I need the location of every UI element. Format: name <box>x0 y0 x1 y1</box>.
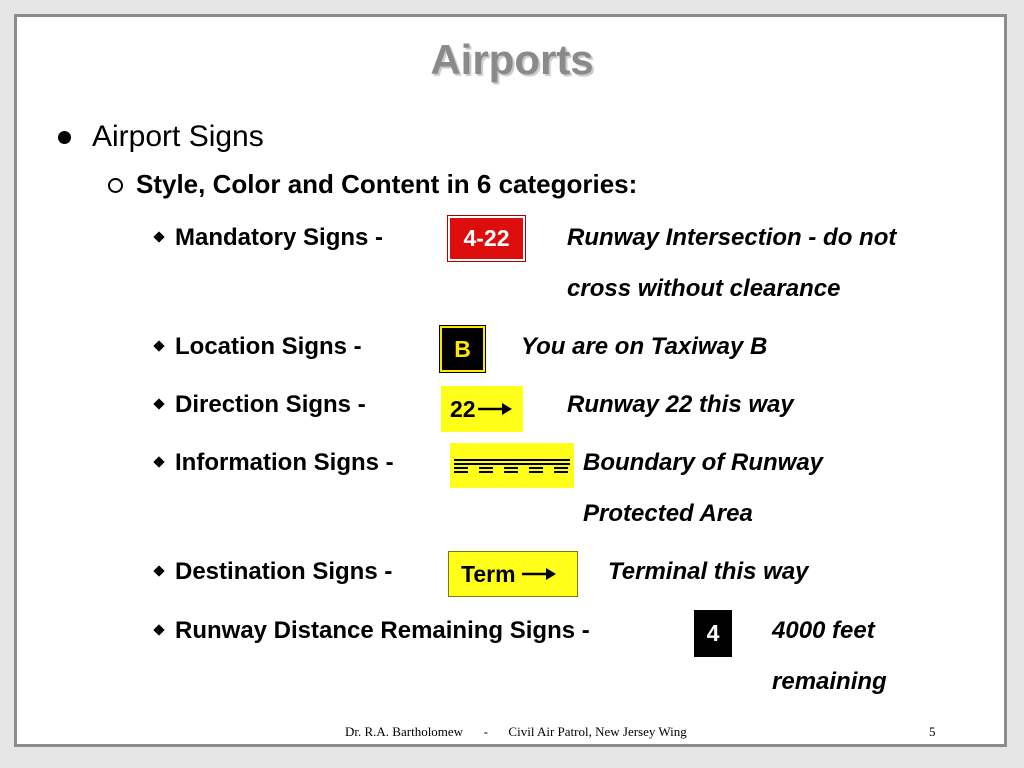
direction-sign <box>441 386 523 432</box>
item-desc-direction: Runway 22 this way <box>567 391 794 418</box>
arrow-right-icon <box>478 402 512 416</box>
information-sign <box>450 443 574 488</box>
item-desc-mandatory-line1: Runway Intersection - do not <box>567 224 897 251</box>
page-number: 5 <box>929 724 936 739</box>
distance-remaining-sign <box>694 610 732 657</box>
slide-title: Airports <box>430 36 594 83</box>
item-desc-mandatory-line2: cross without clearance <box>567 275 841 302</box>
destination-sign <box>448 551 578 597</box>
footer-organization: Civil Air Patrol, New Jersey Wing <box>508 724 687 739</box>
bullet-ring-icon <box>108 178 123 193</box>
item-label-mandatory: Mandatory Signs - <box>175 224 384 251</box>
footer <box>345 724 687 740</box>
item-label-direction: Direction Signs - <box>175 391 366 418</box>
mandatory-sign-text: 4-22 <box>463 225 510 251</box>
direction-sign-text: 22 <box>450 395 476 422</box>
location-sign-text: B <box>454 335 471 362</box>
item-desc-information-line1: Boundary of Runway <box>583 449 824 476</box>
item-desc-destination: Terminal this way <box>608 558 809 585</box>
location-sign <box>440 326 485 372</box>
sub-bullet-text: Style, Color and Content in 6 categories: <box>136 169 638 199</box>
destination-sign-text: Term <box>461 560 516 587</box>
item-desc-distance-line2: remaining <box>772 668 887 695</box>
footer-author: Dr. R.A. Bartholomew <box>345 724 464 739</box>
item-label-location: Location Signs - <box>175 333 362 360</box>
main-bullet-text: Airport Signs <box>92 120 264 153</box>
bullet-dot-icon <box>58 131 71 144</box>
item-desc-distance-line1: 4000 feet <box>772 617 875 644</box>
item-label-distance-remaining: Runway Distance Remaining Signs - <box>175 617 590 644</box>
item-desc-information-line2: Protected Area <box>583 500 753 527</box>
distance-remaining-sign-text: 4 <box>706 620 720 646</box>
item-desc-location: You are on Taxiway B <box>521 333 768 360</box>
footer-separator: - <box>483 724 488 739</box>
arrow-right-icon <box>522 567 556 581</box>
item-label-information: Information Signs - <box>175 449 394 476</box>
runway-boundary-lines-icon <box>452 454 572 478</box>
item-label-destination: Destination Signs - <box>175 558 393 585</box>
mandatory-sign <box>448 216 525 261</box>
